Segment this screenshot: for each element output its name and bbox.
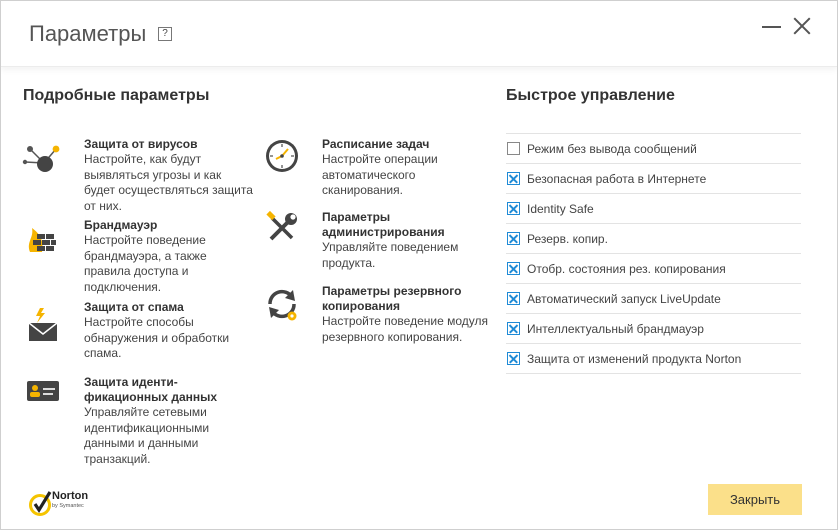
minimize-button[interactable] — [761, 15, 783, 37]
settings-item-task-schedule[interactable] — [322, 137, 492, 199]
clock-icon — [262, 136, 302, 176]
title-bar — [1, 1, 837, 67]
settings-item-backup[interactable] — [322, 284, 492, 345]
item-description: Настройте операции автоматического сканирования. — [322, 152, 438, 197]
window-title: Параметры — [29, 21, 147, 46]
quick-control-label: Identity Safe — [527, 201, 594, 216]
quick-control-label: Отобр. состояния рез. копирования — [527, 261, 726, 276]
item-title: Защита иденти-фикационных данных — [84, 375, 218, 404]
checkbox[interactable] — [507, 172, 520, 185]
settings-item-antivirus[interactable] — [84, 137, 254, 214]
quick-control-backup-status[interactable] — [506, 254, 801, 284]
quick-control-label: Защита от изменений продукта Norton — [527, 351, 742, 366]
item-description: Управляйте поведением продукта. — [322, 240, 459, 270]
item-description: Настройте, как будут выявляться угрозы и как будет осуществляться защита от них. — [84, 152, 253, 213]
checkbox[interactable] — [507, 262, 520, 275]
quick-control-silent-mode[interactable] — [506, 134, 801, 164]
item-description: Управляйте сетевыми идентификационными данными и данными транзакций. — [84, 405, 210, 466]
quick-control-safe-web[interactable] — [506, 164, 801, 194]
tools-icon — [262, 208, 302, 248]
quick-control-backup[interactable] — [506, 224, 801, 254]
settings-item-identity[interactable] — [84, 375, 254, 467]
norton-logo — [29, 487, 109, 521]
quick-controls-title: Быстрое управление — [506, 87, 675, 104]
checkbox[interactable] — [507, 142, 520, 155]
item-title: Параметры резервного копирования — [322, 284, 462, 313]
quick-control-liveupdate[interactable] — [506, 284, 801, 314]
checkbox[interactable] — [507, 292, 520, 305]
help-button[interactable]: ? — [158, 27, 172, 41]
spam-protection-icon — [24, 306, 64, 346]
item-description: Настройте поведение модуля резервного копирования. — [322, 314, 488, 344]
quick-controls-list — [506, 133, 801, 374]
checkbox[interactable] — [507, 322, 520, 335]
identity-card-icon — [24, 373, 64, 413]
norton-check-icon — [29, 489, 53, 519]
item-description: Настройте способы обнаружения и обработки спама. — [84, 315, 230, 360]
item-title: Брандмауэр — [84, 218, 158, 232]
item-title: Защита от спама — [84, 300, 184, 314]
logo-text: Norton — [52, 490, 89, 502]
close-button[interactable]: Закрыть — [708, 484, 802, 515]
virus-protection-icon — [22, 141, 62, 181]
firewall-icon — [24, 220, 64, 260]
settings-item-administration[interactable] — [322, 210, 492, 271]
checkbox[interactable] — [507, 352, 520, 365]
quick-control-label: Безопасная работа в Интернете — [527, 171, 707, 186]
logo-subtext: by Symantec — [52, 503, 84, 509]
quick-control-identity-safe[interactable] — [506, 194, 801, 224]
checkbox[interactable] — [507, 232, 520, 245]
settings-item-firewall[interactable] — [84, 218, 254, 295]
settings-item-antispam[interactable] — [84, 300, 254, 362]
item-title: Параметры администрирования — [322, 210, 445, 239]
quick-control-label: Автоматический запуск LiveUpdate — [527, 291, 721, 306]
backup-icon — [262, 284, 302, 324]
detailed-settings-title: Подробные параметры — [23, 87, 210, 104]
item-title: Расписание задач — [322, 137, 430, 151]
item-description: Настройте поведение брандмауэра, а также правила доступа и подключения. — [84, 233, 207, 294]
item-title: Защита от вирусов — [84, 137, 198, 151]
quick-control-label: Резерв. копир. — [527, 231, 608, 246]
close-window-button[interactable] — [791, 15, 813, 37]
quick-control-smart-firewall[interactable] — [506, 314, 801, 344]
quick-control-label: Интеллектуальный брандмауэр — [527, 321, 704, 336]
checkbox[interactable] — [507, 202, 520, 215]
quick-control-label: Режим без вывода сообщений — [527, 141, 697, 156]
quick-control-tamper-protection[interactable] — [506, 344, 801, 374]
